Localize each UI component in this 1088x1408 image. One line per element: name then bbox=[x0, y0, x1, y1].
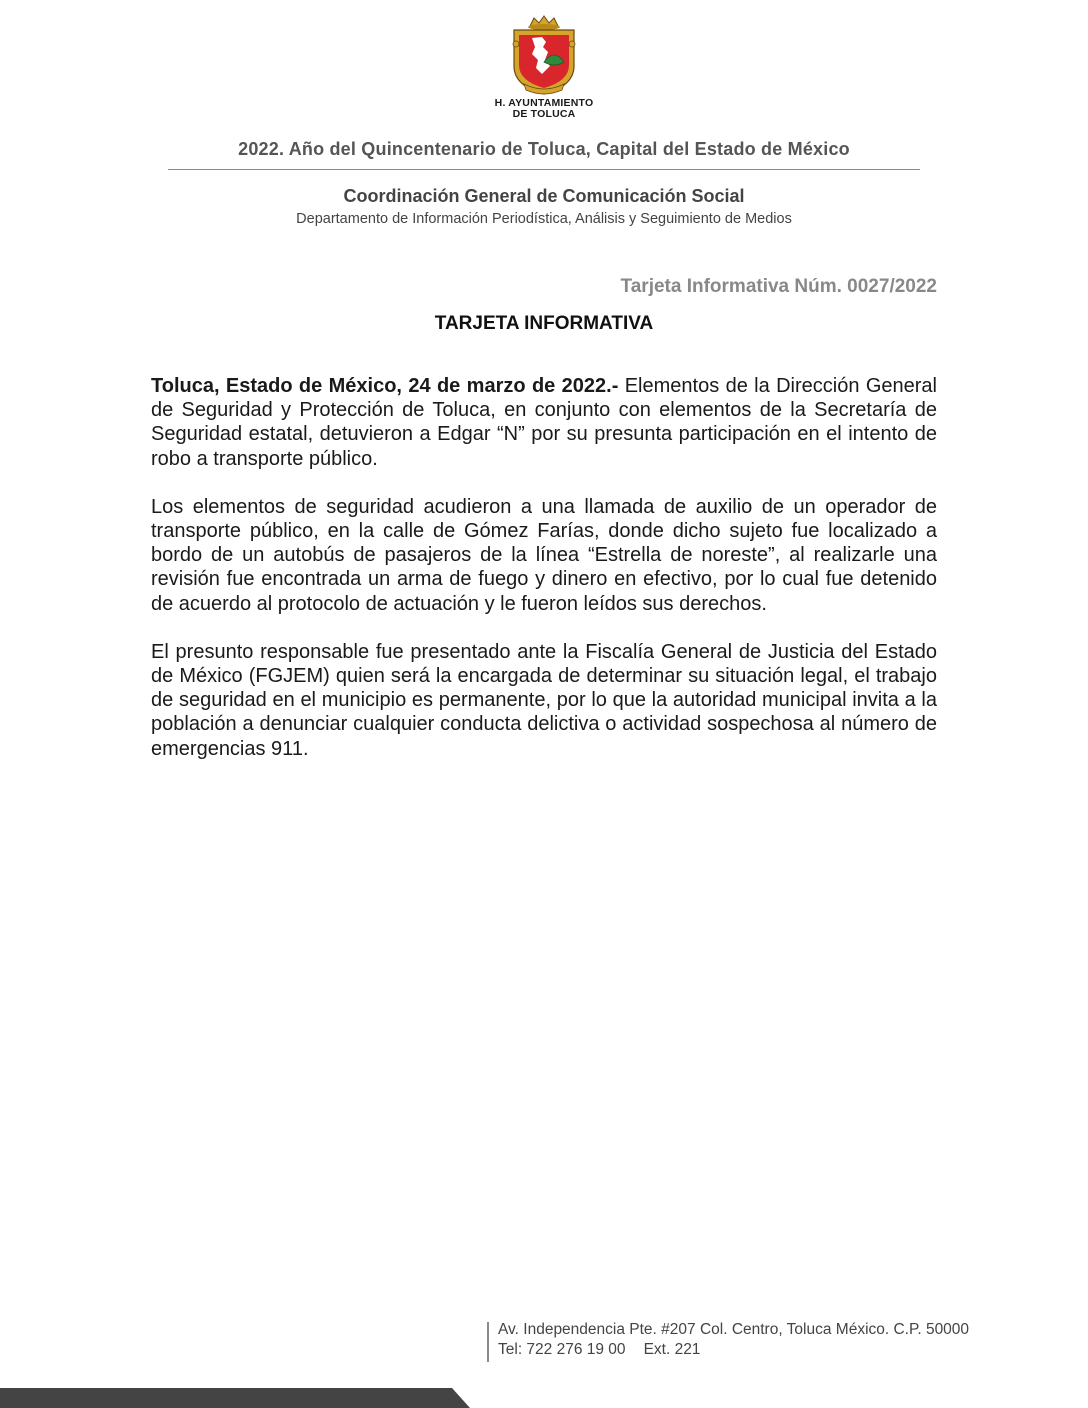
logo-caption bbox=[486, 98, 602, 120]
department-title: Departamento de Información Periodística, Análisis y Seguimiento de Medios bbox=[296, 211, 792, 227]
commemorative-year-title: 2022. Año del Quincentenario de Toluca, Capital del Estado de México bbox=[238, 139, 850, 159]
logo-caption-line1: H. AYUNTAMIENTO bbox=[494, 97, 594, 109]
municipality-logo bbox=[486, 14, 602, 122]
dateline: Toluca, Estado de México, 24 de marzo de 2022.- bbox=[151, 375, 619, 397]
paragraph-1-text: Elementos de la Dirección General de Seguridad y Protección de Toluca, en conjunto con elementos de la Secretaría de Seguridad estatal, detuvieron a Edgar “N” por su presunta participación en el intento de robo a transporte público. bbox=[151, 375, 937, 470]
header-divider bbox=[168, 169, 920, 170]
body-text bbox=[151, 374, 937, 785]
footer-phone: Tel: 722 276 19 00 bbox=[498, 1341, 626, 1358]
footer-extension: Ext. 221 bbox=[643, 1341, 701, 1358]
paragraph-2: Los elementos de seguridad acudieron a una llamada de auxilio de un operador de transporte público, en la calle de Gómez Farías, donde dicho sujeto fue localizado a bordo de un autobús de pasajeros de la línea “Estrella de noreste”, al realizarle una revisión fue encontrada un arma de fuego y dinero en efectivo, por lo cual fue detenido de acuerdo al protocolo de actuación y le fueron leídos sus derechos. bbox=[151, 495, 937, 615]
logo-caption-line2: DE TOLUCA bbox=[512, 108, 576, 120]
paragraph-3: El presunto responsable fue presentado ante la Fiscalía General de Justicia del Estado de México (FGJEM) quien será la encargada de determinar su situación legal, el trabajo de seguridad en el municipio es permanente, por lo que la autoridad municipal invita a la población a denunciar cualquier conducta delictiva o actividad sospechosa al número de emergencias 911. bbox=[151, 640, 937, 760]
toluca-coat-of-arms-icon bbox=[508, 14, 580, 98]
document-title: TARJETA INFORMATIVA bbox=[434, 313, 654, 334]
footer-stripe bbox=[0, 1388, 470, 1408]
coordination-title: Coordinación General de Comunicación Social bbox=[343, 186, 745, 206]
card-number: Tarjeta Informativa Núm. 0027/2022 bbox=[620, 276, 937, 297]
paragraph-1 bbox=[151, 374, 937, 471]
footer-contact bbox=[498, 1341, 700, 1359]
footer-divider bbox=[487, 1322, 489, 1362]
footer-address: Av. Independencia Pte. #207 Col. Centro, Toluca México. C.P. 50000 bbox=[498, 1321, 970, 1338]
